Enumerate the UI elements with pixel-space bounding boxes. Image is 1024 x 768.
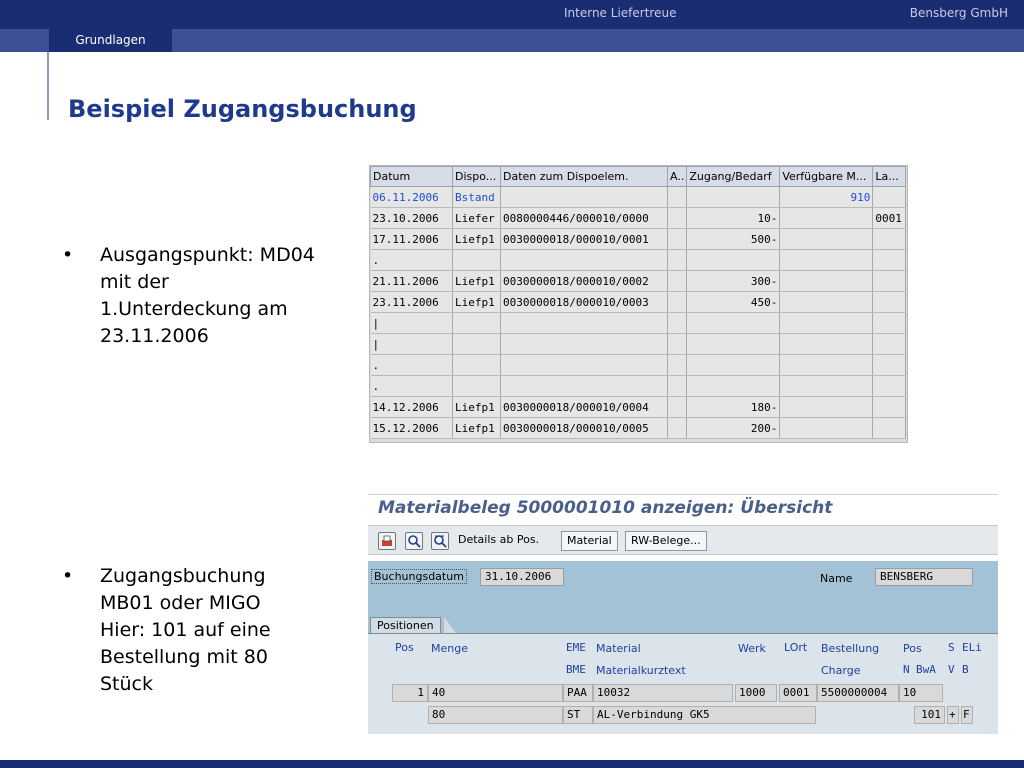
col-materialkurztext: Materialkurztext	[596, 664, 686, 677]
cell-eme[interactable]: PAA	[563, 684, 593, 702]
tab-positionen[interactable]: Positionen	[370, 617, 441, 633]
md04-cell[interactable]	[453, 313, 501, 334]
md04-cell[interactable]	[687, 187, 780, 208]
md04-cell[interactable]	[873, 187, 906, 208]
presentation-title: Interne Liefertreue	[564, 6, 677, 20]
md04-cell[interactable]: 450-	[687, 292, 780, 313]
posting-date-field[interactable]: 31.10.2006	[480, 568, 564, 586]
md04-cell[interactable]: |	[371, 313, 453, 334]
md04-cell[interactable]: 15.12.2006	[371, 418, 453, 439]
md04-cell[interactable]	[668, 292, 687, 313]
find-icon[interactable]	[405, 532, 423, 550]
md04-row[interactable]	[371, 271, 906, 292]
md04-cell[interactable]: .	[371, 376, 453, 397]
col-dispo[interactable]: Dispo...	[453, 167, 501, 187]
md04-cell[interactable]: 0001	[873, 208, 906, 229]
md04-cell[interactable]	[780, 418, 873, 439]
md04-cell[interactable]: 21.11.2006	[371, 271, 453, 292]
md04-cell[interactable]	[780, 208, 873, 229]
md04-cell[interactable]	[780, 313, 873, 334]
cell-material[interactable]: 10032	[593, 684, 733, 702]
md04-cell[interactable]	[501, 355, 668, 376]
cell-bestellpos[interactable]: 10	[899, 684, 943, 702]
bottom-bar	[0, 760, 1024, 768]
md04-cell[interactable]: 180-	[687, 397, 780, 418]
tab-slant	[444, 617, 456, 633]
cell-b[interactable]: F	[961, 706, 973, 724]
col-s: S	[948, 641, 955, 654]
cell-pos[interactable]: 1	[392, 684, 428, 702]
col-menge: Menge	[431, 642, 468, 655]
md04-cell[interactable]: 23.10.2006	[371, 208, 453, 229]
col-v: V	[948, 663, 955, 676]
find-next-icon[interactable]	[431, 532, 449, 550]
positions-table	[368, 633, 998, 734]
md04-cell[interactable]	[873, 313, 906, 334]
md04-cell[interactable]	[668, 229, 687, 250]
material-document-window	[368, 494, 998, 734]
md04-cell[interactable]	[780, 271, 873, 292]
positions-section	[368, 617, 998, 734]
bullet-symbol: •	[62, 244, 74, 266]
md04-cell[interactable]: Liefp1	[453, 229, 501, 250]
md04-cell[interactable]	[873, 376, 906, 397]
md04-cell[interactable]	[668, 334, 687, 355]
md04-cell[interactable]: 0030000018/000010/0003	[501, 292, 668, 313]
md04-row[interactable]	[371, 313, 906, 334]
col-werk: Werk	[738, 642, 766, 655]
md04-cell[interactable]: Liefp1	[453, 292, 501, 313]
md04-cell[interactable]	[873, 229, 906, 250]
md04-cell[interactable]: 0030000018/000010/0002	[501, 271, 668, 292]
md04-cell[interactable]: 0030000018/000010/0001	[501, 229, 668, 250]
bullet-text: Ausgangspunkt: MD04 mit der 1.Unterdeckung am 23.11.2006	[100, 244, 315, 347]
md04-cell[interactable]	[453, 250, 501, 271]
md04-cell[interactable]	[873, 271, 906, 292]
md04-cell[interactable]: Bstand	[453, 187, 501, 208]
md04-header-row	[371, 167, 906, 187]
col-eme: EME	[566, 641, 586, 654]
section-tab-grundlagen[interactable]: Grundlagen	[49, 29, 172, 52]
details-button[interactable]	[454, 531, 544, 551]
col-datum[interactable]: Datum	[371, 167, 453, 187]
name-field[interactable]: BENSBERG	[875, 568, 973, 586]
col-dispoelem[interactable]: Daten zum Dispoelem.	[501, 167, 668, 187]
col-bestellung: Bestellung	[821, 642, 880, 655]
md04-row[interactable]	[371, 376, 906, 397]
cell-werk[interactable]: 1000	[735, 684, 777, 702]
md04-cell[interactable]: Liefp1	[453, 418, 501, 439]
md04-cell[interactable]	[668, 397, 687, 418]
md04-cell[interactable]	[668, 418, 687, 439]
md04-cell[interactable]: 17.11.2006	[371, 229, 453, 250]
md04-cell[interactable]	[780, 334, 873, 355]
bullet-symbol: •	[62, 565, 74, 587]
md04-cell[interactable]	[780, 397, 873, 418]
md04-table	[370, 166, 906, 439]
col-a[interactable]: A..	[668, 167, 687, 187]
md04-cell[interactable]: 23.11.2006	[371, 292, 453, 313]
md04-cell[interactable]: .	[371, 250, 453, 271]
application-toolbar	[368, 525, 998, 555]
slide-title: Beispiel Zugangsbuchung	[68, 95, 417, 123]
col-charge: Charge	[821, 664, 861, 677]
md04-cell[interactable]	[668, 271, 687, 292]
md04-cell[interactable]	[687, 250, 780, 271]
company-name: Bensberg GmbH	[909, 6, 1008, 20]
md04-cell[interactable]: |	[371, 334, 453, 355]
col-b: B	[962, 663, 969, 676]
md04-row[interactable]	[371, 208, 906, 229]
md04-row[interactable]	[371, 187, 906, 208]
md04-cell[interactable]	[873, 355, 906, 376]
col-bme: BME	[566, 663, 586, 676]
md04-cell[interactable]	[780, 376, 873, 397]
col-zugang-bedarf[interactable]: Zugang/Bedarf	[687, 167, 780, 187]
md04-cell[interactable]	[453, 376, 501, 397]
details-label: Details ab Pos.	[458, 533, 540, 546]
md04-row[interactable]	[371, 229, 906, 250]
col-n: N	[903, 663, 910, 676]
col-bestellpos: Pos	[903, 642, 922, 655]
rw-belege-button[interactable]: RW-Belege...	[625, 531, 707, 551]
bullet-text: Zugangsbuchung MB01 oder MIGO Hier: 101 auf eine Bestellung mit 80 Stück	[100, 565, 271, 695]
md04-cell[interactable]: 06.11.2006	[371, 187, 453, 208]
md04-row[interactable]	[371, 292, 906, 313]
md04-cell[interactable]	[501, 250, 668, 271]
md04-cell[interactable]	[687, 355, 780, 376]
cell-menge[interactable]: 40	[428, 684, 563, 702]
section-bar	[0, 29, 1024, 52]
md04-cell[interactable]	[668, 313, 687, 334]
md04-cell[interactable]	[873, 397, 906, 418]
md04-cell[interactable]: 14.12.2006	[371, 397, 453, 418]
md04-cell[interactable]	[780, 292, 873, 313]
cell-lort[interactable]: 0001	[779, 684, 817, 702]
top-header-bar	[0, 0, 1024, 29]
md04-cell[interactable]: 10-	[687, 208, 780, 229]
md04-cell[interactable]	[668, 187, 687, 208]
md04-cell[interactable]	[501, 334, 668, 355]
print-icon[interactable]	[378, 532, 396, 550]
md04-stock-requirements-list	[369, 165, 908, 443]
md04-cell[interactable]	[687, 313, 780, 334]
material-button[interactable]: Material	[561, 531, 618, 551]
md04-cell[interactable]: 910	[780, 187, 873, 208]
md04-cell[interactable]	[668, 208, 687, 229]
col-pos: Pos	[395, 641, 414, 654]
md04-row[interactable]	[371, 397, 906, 418]
cell-v[interactable]: +	[947, 706, 959, 724]
bullet-ausgangspunkt	[62, 242, 332, 352]
md04-cell[interactable]	[780, 250, 873, 271]
name-label: Name	[820, 572, 853, 585]
col-eli: ELi	[962, 641, 982, 654]
document-header	[368, 561, 998, 617]
col-bwa: BwA	[916, 663, 936, 676]
cell-bestellung[interactable]: 5500000004	[817, 684, 899, 702]
bullet-zugangsbuchung	[62, 563, 332, 703]
md04-cell[interactable]	[780, 229, 873, 250]
md04-cell[interactable]	[687, 334, 780, 355]
md04-cell[interactable]	[501, 376, 668, 397]
md04-cell[interactable]: .	[371, 355, 453, 376]
cell-menge-bme[interactable]: 80	[428, 706, 563, 724]
md04-cell[interactable]	[668, 250, 687, 271]
md04-cell[interactable]: 500-	[687, 229, 780, 250]
col-lort: LOrt	[784, 641, 808, 654]
md04-cell[interactable]: Liefp1	[453, 271, 501, 292]
md04-row[interactable]	[371, 418, 906, 439]
md04-row[interactable]	[371, 355, 906, 376]
md04-cell[interactable]	[453, 355, 501, 376]
md04-cell[interactable]: 200-	[687, 418, 780, 439]
window-title: Materialbeleg 5000001010 anzeigen: Übersicht	[378, 498, 833, 518]
md04-cell[interactable]	[668, 376, 687, 397]
md04-cell[interactable]	[873, 418, 906, 439]
md04-cell[interactable]	[687, 376, 780, 397]
col-lagerort[interactable]: La...	[873, 167, 906, 187]
md04-cell[interactable]	[453, 334, 501, 355]
md04-row[interactable]	[371, 334, 906, 355]
md04-cell[interactable]: Liefp1	[453, 397, 501, 418]
md04-row[interactable]	[371, 250, 906, 271]
md04-cell[interactable]	[873, 292, 906, 313]
md04-cell[interactable]	[501, 313, 668, 334]
col-verfuegbar[interactable]: Verfügbare M...	[780, 167, 873, 187]
md04-cell[interactable]: 0030000018/000010/0005	[501, 418, 668, 439]
md04-cell[interactable]: 0080000446/000010/0000	[501, 208, 668, 229]
md04-cell[interactable]: Liefer	[453, 208, 501, 229]
cell-bme[interactable]: ST	[563, 706, 593, 724]
md04-cell[interactable]	[501, 187, 668, 208]
md04-cell[interactable]	[873, 250, 906, 271]
title-rule	[368, 494, 998, 495]
md04-cell[interactable]	[668, 355, 687, 376]
cell-bwa[interactable]: 101	[914, 706, 945, 724]
vertical-divider	[47, 52, 49, 120]
md04-cell[interactable]: 300-	[687, 271, 780, 292]
cell-materialkurztext[interactable]: AL-Verbindung GK5	[593, 706, 816, 724]
md04-cell[interactable]	[780, 355, 873, 376]
md04-cell[interactable]: 0030000018/000010/0004	[501, 397, 668, 418]
md04-cell[interactable]	[873, 334, 906, 355]
posting-date-label[interactable]: Buchungsdatum	[371, 569, 467, 584]
col-material: Material	[596, 642, 641, 655]
